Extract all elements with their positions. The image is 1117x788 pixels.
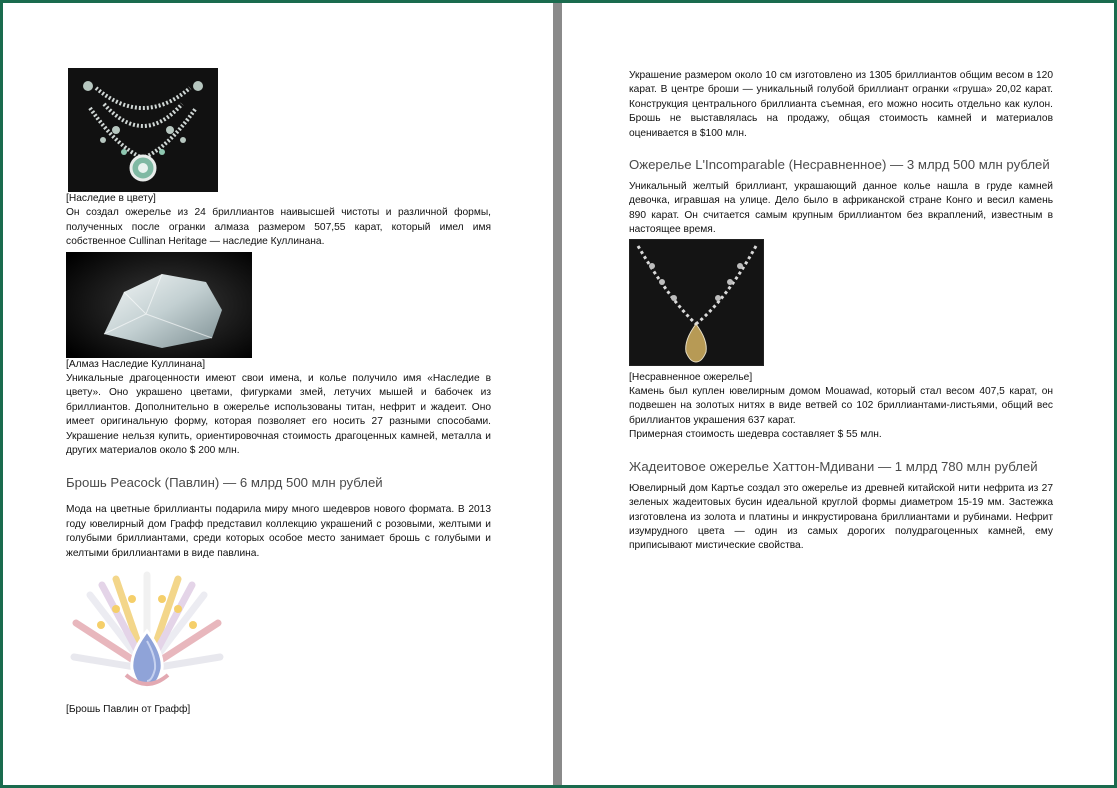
caption-peacock: [Брошь Павлин от Графф] [66, 704, 191, 716]
paragraph-peacock-details: Украшение размером около 10 см изготовлено из 1305 бриллиантов общим весом в 120 карат. В центре броши — уникальный голубой бриллиант огранки «груша» 20,02 карат. Конструкция центрального бриллианта съемная, его можно носить отдельно как кулон. Брошь не выставлялась на продажу, общая стоимость камней и материалов оценивается в $100 млн. [629, 70, 1053, 139]
paragraph-incomparable-intro: Уникальный желтый бриллиант, украшающий данное колье нашла в груде камней девочка, игравшая на улице. Дело было в африканской стране Конго и весил камень 890 карат. Он считается самым крупным бриллиантом без вкраплений, известным в настоящее время. [629, 181, 1053, 236]
heading-incomparable-necklace: Ожерелье L'Incomparable (Несравненное) — 3 млрд 500 млн рублей [629, 157, 1050, 173]
brooch-image-peacock [66, 565, 491, 699]
document-viewer [3, 3, 1114, 785]
diamond-image-cullinan [66, 252, 491, 358]
page-right-content [629, 69, 1053, 554]
caption-heritage: [Наследие в цвету] [66, 193, 156, 204]
page-left-content [66, 68, 491, 718]
caption-incomparable: [Несравненное ожерелье] [629, 371, 753, 383]
paragraph-hutton-mdivani: Ювелирный дом Картье создал это ожерелье из древней китайской нити нефрита из 27 зеленых жадеитовых бусин идеальной круглой формы диаметром 15-19 мм. Застежка изготовлена из золота и платины и инкрустирована бриллиантами и рубинами. Нефрит изумрудного цвета — один из самых дорогих полудрагоценных камней, ему приписывают мистические свойства. [629, 482, 1053, 552]
paragraph-peacock-intro: Мода на цветные бриллианты подарила миру много шедевров нового формата. В 2013 году ювелирный дом Графф представил коллекцию украшений с розовыми, желтыми и голубыми бриллиантами, среди которых особое место занимает брошь с голубыми и желтыми бриллиантами в виде павлина. [66, 504, 491, 559]
paragraph-heritage-description: Уникальные драгоценности имеют свои имена, и колье получило имя «Наследие в цвету». Оно украшено цветами, фигурками змей, летучих мышей и бабочек из бриллиантов. Дополнительно в ожерелье использованы титан, нефрит и жадеит. Оно имеет оригинальную форму, которая позволяет его носить 27 разными способами. Украшение нельзя купить, ориентировочная стоимость драгоценных камней, металла и других материалов около $ 200 млн. [66, 373, 491, 457]
heading-hutton-mdivani-necklace: Жадеитовое ожерелье Хаттон-Мдивани — 1 млрд 780 млн рублей [629, 458, 1038, 474]
page-right [562, 3, 1114, 785]
necklace-image-heritage [68, 68, 491, 192]
necklace-image-incomparable [629, 239, 764, 366]
paragraph-incomparable-details: Камень был куплен ювелирным домом Mouawad, который стал весом 407,5 карат, он подвешен на золотых нитях в виде ветвей со 102 бриллиантами-листьями, общий вес бриллиантов украшения 637 карат. [629, 386, 1053, 426]
paragraph-heritage-intro: Он создал ожерелье из 24 бриллиантов наивысшей чистоты и различной формы, полученных после огранки алмаза размером 507,55 карат, который имел имя собственное Cullinan Heritage — наследие Куллинана. [66, 207, 491, 248]
page-left [3, 3, 553, 785]
caption-cullinan: [Алмаз Наследие Куллинана] [66, 358, 206, 370]
paragraph-incomparable-price: Примерная стоимость шедевра составляет $ 55 млн. [629, 429, 882, 441]
heading-peacock-brooch: Брошь Peacock (Павлин) — 6 млрд 500 млн рублей [66, 475, 383, 491]
